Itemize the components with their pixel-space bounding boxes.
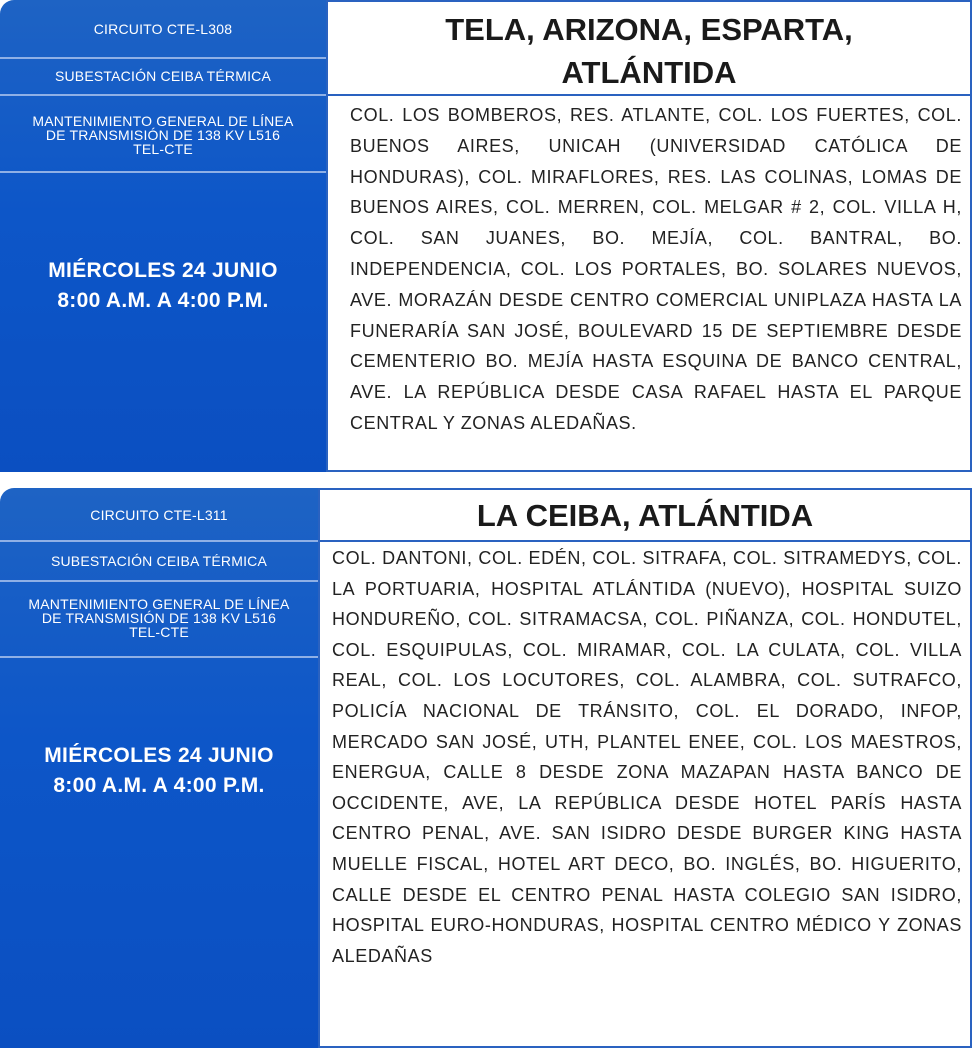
divider	[0, 656, 318, 658]
maintenance-line-3: TEL-CTE	[129, 624, 189, 640]
location-title-line-1: TELA, ARIZONA, ESPARTA,	[445, 12, 853, 47]
maintenance-label	[0, 588, 318, 648]
time-label: 8:00 A.M. A 4:00 P.M.	[57, 289, 269, 312]
maintenance-line-1: MANTENIMIENTO GENERAL DE LÍNEA	[32, 113, 294, 129]
area-panel	[326, 0, 972, 472]
maintenance-line-1: MANTENIMIENTO GENERAL DE LÍNEA	[28, 596, 290, 612]
location-title: LA CEIBA, ATLÁNTIDA	[476, 498, 814, 533]
date-label: MIÉRCOLES 24 JUNIO	[44, 744, 274, 767]
circuit-label: CIRCUITO CTE-L311	[90, 507, 228, 523]
substation-label: SUBESTACIÓN CEIBA TÉRMICA	[50, 553, 268, 569]
location-title-line-2: ATLÁNTIDA	[561, 55, 737, 90]
affected-areas: COL. DANTONI, COL. EDÉN, COL. SITRAFA, COL. SITRAMEDYS, COL. LA PORTUARIA, HOSPITAL ATLÁNTIDA (NUEVO), HOSPITAL SUIZO HONDUREÑO, COL. SITRAMACSA, COL. PIÑANZA, COL. HONDUTEL, COL. ESQUIPULAS, COL. MIRAMAR, COL. LA CULATA, COL. VILLA REAL, COL. LOS LOCUTORES, COL. ALAMBRA, COL. SUTRAFCO, POLICÍA NACIONAL DE TRÁNSITO, COL. EL DORADO, INFOP, MERCADO SAN JOSÉ, UTH, PLANTEL ENEE, COL. LOS MAESTROS, ENERGUA, CALLE 8 DESDE ZONA MAZAPAN HASTA BANCO DE OCCIDENTE, AVE, LA REPÚBLICA DESDE HOTEL PARÍS HASTA CENTRO PENAL, AVE. SAN ISIDRO DESDE BURGER KING HASTA MUELLE FISCAL, HOTEL ART DECO, BO. INGLÉS, BO. HIGUERITO, CALLE DESDE EL CENTRO PENAL HASTA COLEGIO SAN ISIDRO, HOSPITAL EURO-HONDURAS, HOSPITAL CENTRO MÉDICO Y ZONAS ALEDAÑAS	[332, 548, 962, 966]
maintenance-label	[0, 100, 326, 170]
info-panel	[0, 488, 318, 1048]
info-panel	[0, 0, 326, 472]
outage-block-1	[0, 0, 972, 472]
divider	[0, 580, 318, 582]
location-title	[328, 8, 970, 94]
substation-label: SUBESTACIÓN CEIBA TÉRMICA	[54, 68, 272, 84]
divider	[320, 540, 970, 542]
maintenance-line-3: TEL-CTE	[133, 141, 193, 157]
outage-block-2	[0, 488, 972, 1048]
affected-areas: COL. LOS BOMBEROS, RES. ATLANTE, COL. LOS FUERTES, COL. BUENOS AIRES, UNICAH (UNIVERSIDAD CATÓLICA DE HONDURAS), COL. MIRAFLORES, RES. LAS COLINAS, LOMAS DE BUENOS AIRES, COL. MERREN, COL. MELGAR # 2, COL. VILLA H, COL. SAN JUANES, BO. MEJÍA, COL. BANTRAL, BO. INDEPENDENCIA, COL. LOS PORTALES, BO. SOLARES NUEVOS, AVE. MORAZÁN DESDE CENTRO COMERCIAL UNIPLAZA HASTA LA FUNERARÍA SAN JOSÉ, BOULEVARD 15 DE SEPTIEMBRE DESDE CEMENTERIO BO. MEJÍA HASTA ESQUINA DE BANCO CENTRAL, AVE. LA REPÚBLICA DESDE CASA RAFAEL HASTA EL PARQUE CENTRAL Y ZONAS ALEDAÑAS.	[350, 105, 962, 433]
area-panel	[318, 488, 972, 1048]
divider	[0, 94, 326, 96]
maintenance-line-2: DE TRANSMISIÓN DE 138 KV L516	[41, 610, 277, 626]
time-label: 8:00 A.M. A 4:00 P.M.	[53, 774, 265, 797]
date-label: MIÉRCOLES 24 JUNIO	[48, 259, 278, 282]
maintenance-line-2: DE TRANSMISIÓN DE 138 KV L516	[45, 127, 281, 143]
circuit-label: CIRCUITO CTE-L308	[93, 21, 233, 37]
divider	[328, 94, 970, 96]
divider	[0, 171, 326, 173]
